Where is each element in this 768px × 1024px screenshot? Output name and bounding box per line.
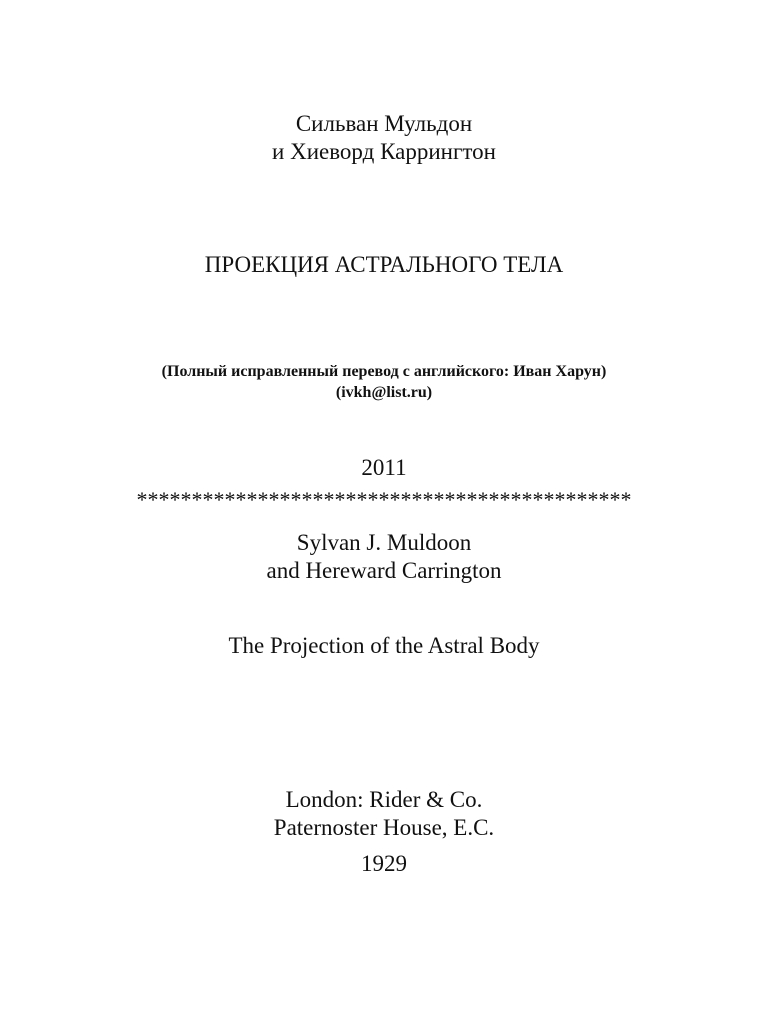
en-publisher-line-1: London: Rider & Co.: [285, 787, 483, 812]
en-year: 1929: [361, 851, 407, 876]
ru-translation-note: (Полный исправленный перевод с английского: Иван Харун): [161, 363, 607, 380]
ru-translator-email: (ivkh@list.ru): [335, 384, 433, 401]
en-publisher-line-2: Paternoster House, E.C.: [273, 815, 495, 840]
en-author-line-1: Sylvan J. Muldoon: [296, 530, 472, 555]
ru-book-title: ПРОЕКЦИЯ АСТРАЛЬНОГО ТЕЛА: [204, 252, 564, 277]
ru-author-line-2: и Хиеворд Каррингтон: [272, 139, 496, 164]
en-author-line-2: and Hereward Carrington: [266, 558, 502, 583]
ru-author-line-1: Сильван Мульдон: [295, 111, 473, 136]
en-book-title: The Projection of the Astral Body: [228, 633, 540, 658]
ru-year: 2011: [361, 455, 407, 480]
separator-line: *********************************************: [136, 487, 632, 512]
